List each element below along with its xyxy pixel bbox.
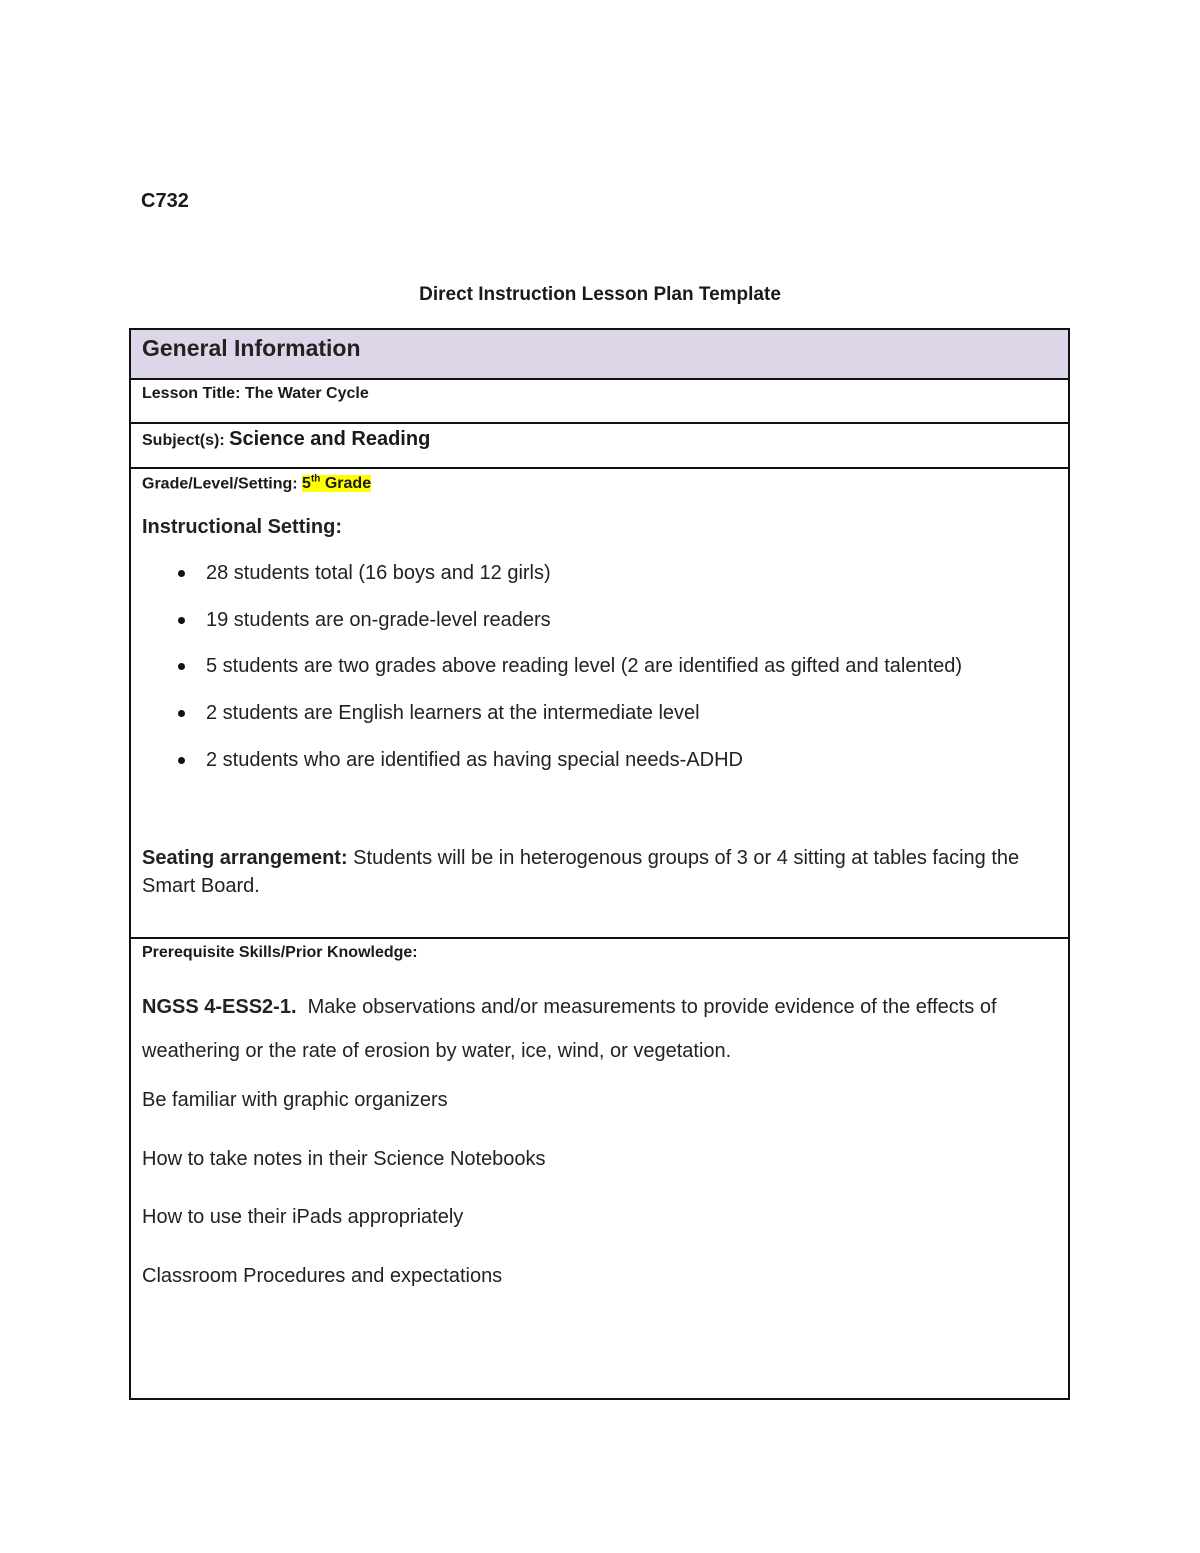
subjects-text	[142, 428, 430, 451]
ngss-code: NGSS 4-ESS2-1.	[142, 996, 297, 1018]
prerequisite-item: Classroom Procedures and expectations	[142, 1265, 503, 1287]
grade-level-text	[142, 474, 371, 493]
prerequisite-label: Prerequisite Skills/Prior Knowledge:	[142, 944, 418, 961]
lesson-title-label: Lesson Title:	[142, 385, 241, 402]
subjects-value: Science and Reading	[229, 428, 431, 450]
subjects-row	[131, 424, 1068, 469]
ngss-standard	[142, 985, 1057, 1073]
prerequisite-skills-row	[131, 939, 1068, 1398]
list-item: 19 students are on-grade-level readers	[142, 608, 962, 655]
bullet-icon	[178, 617, 185, 624]
general-information-header-row	[131, 330, 1068, 380]
prerequisite-item: How to use their iPads appropriately	[142, 1206, 464, 1228]
grade-word: Grade	[324, 475, 372, 493]
course-code: C732	[141, 190, 189, 212]
instructional-setting-heading: Instructional Setting:	[142, 516, 342, 538]
lesson-title-text	[142, 385, 369, 403]
grade-number: 5	[302, 475, 311, 493]
list-item: 28 students total (16 boys and 12 girls)	[142, 561, 962, 608]
grade-suffix: th	[310, 474, 321, 485]
list-item: 2 students are English learners at the intermediate level	[142, 701, 962, 748]
seating-arrangement	[142, 844, 1057, 900]
lesson-title-row	[131, 380, 1068, 424]
general-information-table	[129, 328, 1070, 1400]
prerequisite-item: Be familiar with graphic organizers	[142, 1089, 448, 1111]
grade-highlight	[302, 475, 371, 492]
list-item: 2 students who are identified as having special needs-ADHD	[142, 748, 962, 795]
ngss-text: Make observations and/or measurements to provide evidence of the effects of weathering or the rate of erosion by water, ice, wind, or vegetation.	[142, 996, 997, 1062]
seating-arrangement-label: Seating arrangement:	[142, 847, 348, 869]
general-information-heading: General Information	[142, 335, 361, 361]
seating-arrangement-text: Students will be in heterogenous groups of 3 or 4 sitting at tables facing the Smart Board.	[142, 847, 1020, 897]
lesson-title-value: The Water Cycle	[244, 385, 369, 402]
bullet-icon	[178, 757, 185, 764]
subjects-label: Subject(s):	[142, 432, 225, 449]
grade-level-label: Grade/Level/Setting:	[142, 475, 298, 493]
bullet-icon	[178, 570, 185, 577]
bullet-icon	[178, 663, 185, 670]
list-item: 5 students are two grades above reading level (2 are identified as gifted and talented)	[142, 654, 962, 701]
bullet-icon	[178, 710, 185, 717]
grade-level-setting-row	[131, 469, 1068, 939]
prerequisite-item: How to take notes in their Science Notebooks	[142, 1148, 546, 1170]
instructional-setting-list	[142, 561, 962, 794]
document-title: Direct Instruction Lesson Plan Template	[419, 284, 781, 305]
